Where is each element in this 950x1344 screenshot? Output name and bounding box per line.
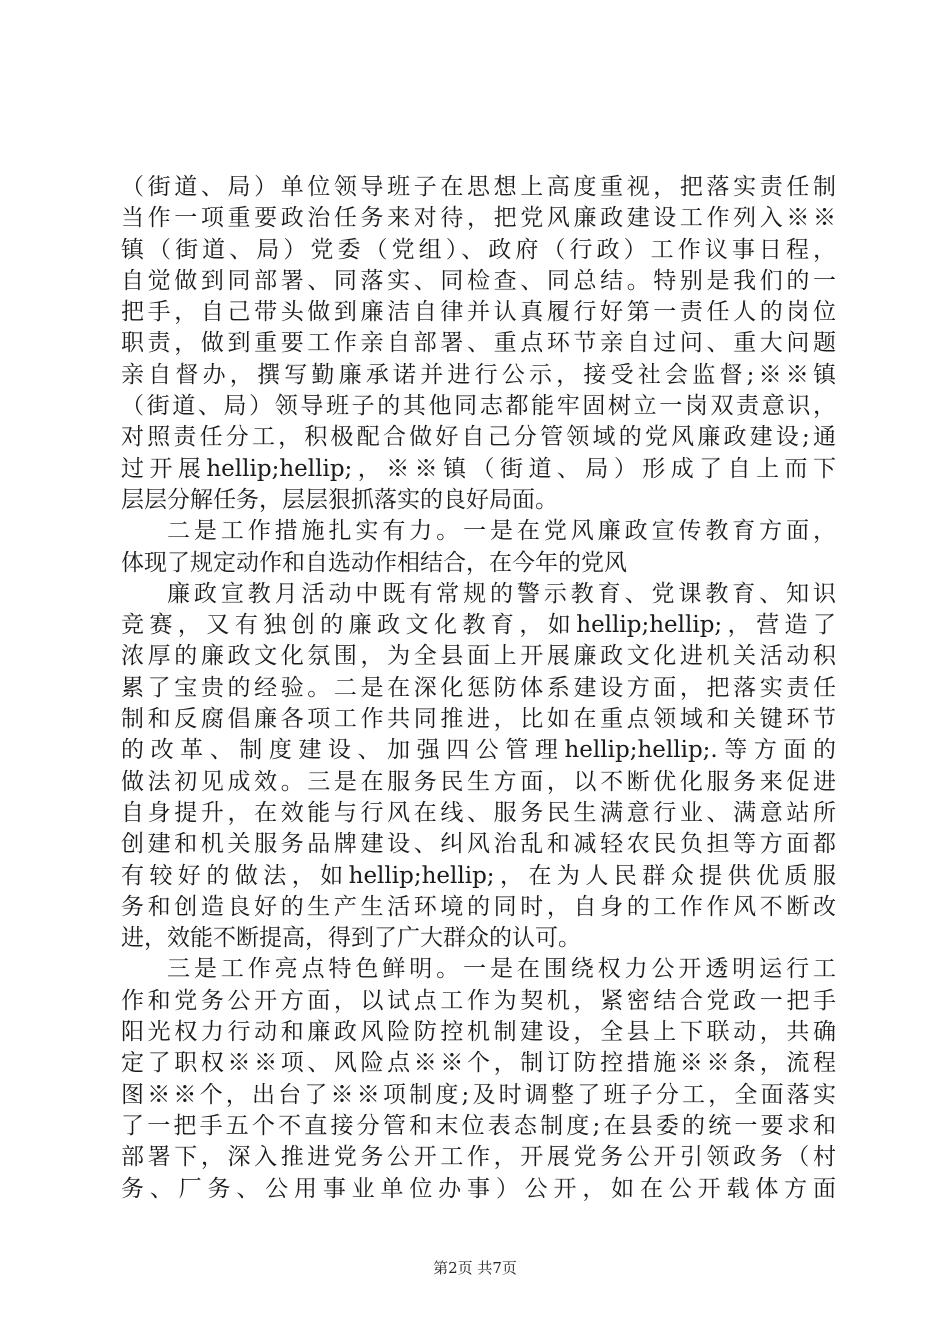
text-line: 职责，做到重要工作亲自部署、重点环节亲自过问、重大问题 xyxy=(121,330,836,357)
text-line: 制和反腐倡廉各项工作共同推进，比如在重点领域和关键环节 xyxy=(121,706,836,733)
text-line: 了一把手五个不直接分管和末位表态制度;在县委的统一要求和 xyxy=(121,1112,836,1139)
text-line: 把手，自己带头做到廉洁自律并认真履行好第一责任人的岗位 xyxy=(121,299,836,326)
text-line: 镇（街道、局）党委（党组）、政府（行政）工作议事日程， xyxy=(121,236,836,263)
text-line: 自觉做到同部署、同落实、同检查、同总结。特别是我们的一 xyxy=(121,267,836,294)
text-line: 二是工作措施扎实有力。一是在党风廉政宣传教育方面， xyxy=(167,518,836,545)
text-line: 浓厚的廉政文化氛围，为全县面上开展廉政文化进机关活动积 xyxy=(121,643,836,670)
text-line: 当作一项重要政治任务来对待，把党风廉政建设工作列入※※ xyxy=(121,205,836,232)
text-line: 务、厂务、公用事业单位办事）公开，如在公开载体方面 xyxy=(121,1175,836,1202)
text-line: 廉政宣教月活动中既有常规的警示教育、党课教育、知识 xyxy=(167,580,836,607)
text-line: 对照责任分工，积极配合做好自己分管领域的党风廉政建设;通 xyxy=(121,424,836,451)
text-line: 层层分解任务，层层狠抓落实的良好局面。 xyxy=(121,486,558,513)
text-line: 的改革、制度建设、加强四公管理hellip;hellip;.等方面的 xyxy=(121,737,836,764)
text-line: 务和创造良好的生产生活环境的同时，自身的工作作风不断改 xyxy=(121,893,836,920)
text-line: 体现了规定动作和自选动作相结合，在今年的党风 xyxy=(121,549,627,576)
page-footer: 第2页 共7页 xyxy=(433,1259,517,1277)
text-line: （街道、局）领导班子的其他同志都能牢固树立一岗双责意识， xyxy=(121,393,836,420)
text-line: 定了职权※※项、风险点※※个，制订防控措施※※条，流程 xyxy=(121,1050,836,1077)
document-body xyxy=(121,172,836,1205)
text-line: （街道、局）单位领导班子在思想上高度重视，把落实责任制 xyxy=(121,174,836,200)
text-line: 作和党务公开方面，以试点工作为契机，紧密结合党政一把手 xyxy=(121,987,836,1014)
text-line: 图※※个，出台了※※项制度;及时调整了班子分工，全面落实 xyxy=(121,1081,836,1108)
text-line: 亲自督办，撰写勤廉承诺并进行公示，接受社会监督;※※镇 xyxy=(121,361,836,388)
text-line: 阳光权力行动和廉政风险防控机制建设，全县上下联动，共确 xyxy=(121,1019,836,1046)
text-line: 进，效能不断提高，得到了广大群众的认可。 xyxy=(121,925,581,952)
text-line: 有较好的做法，如hellip;hellip;，在为人民群众提供优质服 xyxy=(121,862,836,889)
text-line: 竞赛，又有独创的廉政文化教育，如hellip;hellip;，营造了 xyxy=(121,612,836,639)
text-line: 做法初见成效。三是在服务民生方面，以不断优化服务来促进 xyxy=(121,768,836,795)
text-line: 部署下，深入推进党务公开工作，开展党务公开引领政务（村 xyxy=(121,1144,836,1171)
text-line: 累了宝贵的经验。二是在深化惩防体系建设方面，把落实责任 xyxy=(121,674,836,701)
text-line: 过开展hellip;hellip;，※※镇（街道、局）形成了自上而下 xyxy=(121,455,836,482)
text-line: 创建和机关服务品牌建设、纠风治乱和减轻农民负担等方面都 xyxy=(121,831,836,858)
text-line: 三是工作亮点特色鲜明。一是在围绕权力公开透明运行工 xyxy=(167,956,836,983)
text-line: 自身提升，在效能与行风在线、服务民生满意行业、满意站所 xyxy=(121,799,836,826)
